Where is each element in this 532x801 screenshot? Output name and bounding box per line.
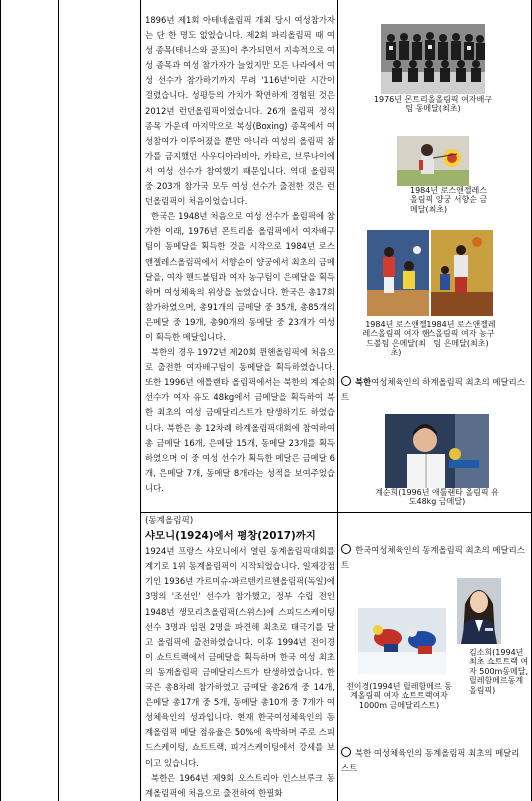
circle-bullet-icon: [341, 747, 351, 757]
bullet-text: 여성체육인의 하계올림픽 최초의 메달리스트: [341, 377, 525, 402]
bullet-bold-text: 북한: [355, 377, 372, 387]
winter-olympics-text: [145, 514, 335, 799]
caption-volleyball: 1976년 몬트리올올림픽 여자배구팀 동메달(최초): [373, 95, 493, 114]
paragraph-4: 1924년 프랑스 샤모니에서 열린 동계올림픽대회를 계기로 1위 동계올림픽이 시작되었습니다. 일제강점기인 1936년 가르미슈-파르텐키르헨올림픽(독일)에 3명의 '조선인' 선수가 참가했고, 정부 수립 전인 1948년 생모리츠올림픽(스위스)에 스피드스케이팅 선수 3명과 임원 2명을 파견해 최초로 태극기를 달고 올림픽에 출전하였습니다. 이후 1994년 전이경이 쇼트트랙에서 금메달을 획득하며 한국 여성 최초의 동계올림픽 금메달리스트가 탄생하였습니다. 한국은 총8차례 참가하였고 금메달 총26개 중 14개, 은메달 총17개 중 5개, 동메달 총10개 중 7개가 여성체육인의 성과입니다. 현재 한국여성체육인의 동계올림픽 메달 점유율은 50%에 육박하며 주로 스피드스케이팅, 쇼트트랙, 피겨스케이팅에서 강세를 보이고 있습니다.: [145, 546, 335, 768]
section-title: 샤모니(1924)에서 평창(2017)까지: [145, 530, 316, 543]
judo-medalist-photo: [385, 414, 489, 488]
bullet-north-korea-summer: [341, 375, 527, 405]
caption-portrait: 김소희(1994년 최초 쇼트트랙 여자 500m동메달, 릴레함메르동계올림픽): [469, 648, 529, 695]
basketball-photo: [431, 230, 493, 316]
archery-photo: [397, 136, 469, 186]
handball-photo: [367, 230, 429, 316]
column-divider-1: [58, 0, 59, 801]
paragraph-1: 1896년 제1회 아테네올림픽 개최 당시 여성참가자는 단 한 명도 없었습니다. 제2회 파리올림픽 때 여성 종목(테니스와 골프)이 추가되면서 지속적으로 여성 종목과 여성 참가자가 늘었지만 모든 나라에서 여성 선수가 참가하기까지 무려 '116년'이란 시간이 걸렸습니다. 성평등의 가치가 확연하게 경험된 것은 2012년 런던올림픽이었습니다. 26개 올림픽 정식종목 가운데 마지막으로 복싱(Boxing) 종목에서 여성참여가 이루어졌을 뿐만 아니라 여성의 올림픽 참가를 금지했던 사우디아라비아, 카타르, 브루나이에서 여성 선수가 참여했기 때문입니다. 역대 올림픽 중 203개 참가국 모두 여성 선수가 출전한 것은 런던올림픽이 처음이었습니다.: [145, 15, 335, 207]
bullet-text: 한국여성체육인의 동계올림픽 최초의 메달리스트: [341, 545, 525, 570]
portrait-photo: [457, 578, 501, 644]
caption-short-track: 전이경(1994년 릴레함메르 동계올림픽 여자 쇼트트랙여자 1000m 금메달리스트): [346, 682, 452, 710]
circle-bullet-icon: [341, 544, 351, 554]
column-divider-2: [140, 0, 141, 801]
short-track-photo: [358, 608, 446, 674]
caption-judo: 계순희(1996년 애틀랜타 올림픽 유도48kg 금메달): [375, 488, 499, 507]
paragraph-5: 북한은 1964년 제9회 오스트리아 인스브루크 동계올림픽에 처음으로 출전하여 한필화: [145, 772, 335, 798]
caption-handball: 1984년 로스앤젤레스올림픽 여자 핸드볼팀 은메달(최초): [362, 320, 430, 358]
row-divider: [140, 512, 531, 513]
bullet-north-korea-winter: [341, 746, 527, 776]
column-divider-3: [337, 0, 338, 801]
paragraph-2: 한국은 1948년 처음으로 여성 선수가 올림픽에 참가한 이래, 1976년 몬트리올 올림픽에서 여자배구팀이 동메달을 획득한 것을 시작으로 1984년 로스앤젤레스올림픽에서 서향순이 양궁에서 최초의 금메달을, 여자 핸드볼팀과 여자 농구팀이 은메달을 획득하며 여성체육의 위상을 높였습니다. 한국은 총17회 참가하였으며, 총91개의 금메달 중 35개, 총85개의 은메달 중 19개, 총90개의 동메달 중 23개가 여성이 획득한 메달입니다.: [145, 211, 335, 342]
caption-basketball: 1984년 로스앤젤레스올림픽 여자 농구팀 은메달(최초): [426, 320, 496, 348]
summer-olympics-text: [145, 13, 335, 508]
caption-archery: 1984년 로스앤젤레스올림픽 양궁 서향순 금메달(최초): [410, 186, 488, 214]
paragraph-3: 북한의 경우 1972년 제20회 뮌헨올림픽에 처음으로 출전한 여자배구팀이 동메달을 획득하였습니다. 또한 1996년 애틀랜타 올림픽에서는 북한의 계순희 선수가 여자 유도 48kg에서 금메달을 획득하여 북한 최초의 여성 금메달리스트가 탄생하기도 하였습니다. 북한은 총 12차례 하계올림픽대회에 참여하여 총 금메달 16개, 은메달 15개, 동메달 23개를 획득하였으며 이 중 여성 선수가 획득한 메달은 금메달 6개, 은메달 7개, 동메달 8개라는 성적을 보여주었습니다.: [145, 347, 335, 493]
bullet-korea-winter: [341, 543, 527, 573]
section-label: (동계올림픽): [145, 516, 194, 526]
bullet-text: 북한 여성체육인의 동계올림픽 최초의 메달리스트: [341, 748, 520, 773]
volleyball-team-photo: [381, 24, 485, 94]
circle-bullet-icon: [341, 376, 351, 386]
